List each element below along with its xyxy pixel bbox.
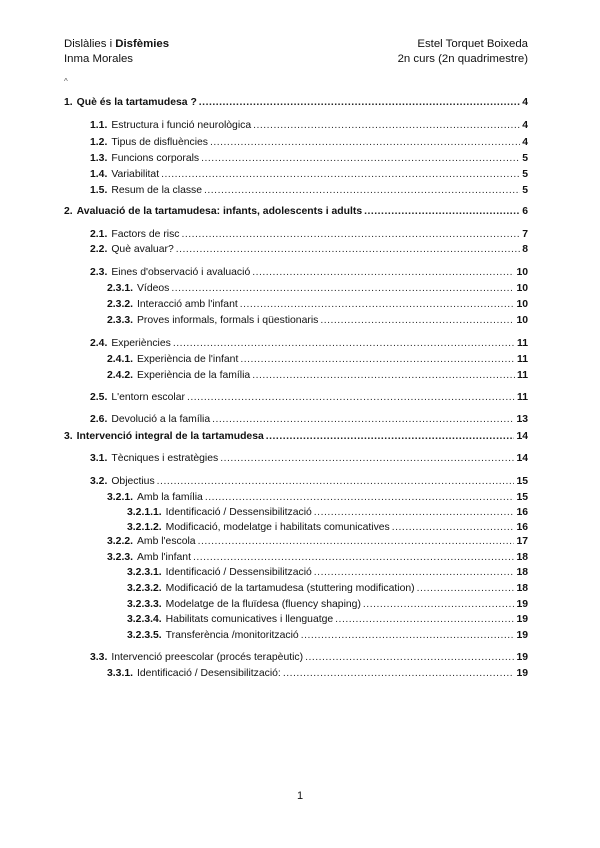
toc-entry[interactable]: 2.2. Què avaluar? ..... 8 [90, 243, 528, 257]
toc-entry[interactable]: 3. Intervenció integral de la tartamudesa ..... 14 [64, 430, 528, 444]
toc-entry[interactable]: 2.6. Devolució a la família ..... 13 [90, 413, 528, 427]
toc-entry[interactable]: 2.1. Factors de risc ..... 7 [90, 228, 528, 242]
toc-entry[interactable]: 2.4.1. Experiència de l'infant ..... 11 [107, 353, 528, 367]
toc-entry[interactable]: 3.1. Tècniques i estratègies ..... 14 [90, 452, 528, 466]
toc-entry[interactable]: 3.2. Objectius ..... 15 [90, 475, 528, 489]
toc-entry[interactable]: 3.2.3.2. Modificació de la tartamudesa (stuttering modification) ..... 18 [127, 582, 528, 596]
toc-entry[interactable]: 3.2.3.5. Transferència /monitorització ..... 19 [127, 629, 528, 643]
toc-entry[interactable]: 3.3.1. Identificació / Desensibilització: ..... 19 [107, 667, 528, 681]
toc-entry[interactable]: 1.2. Tipus de disfluències ..... 4 [90, 136, 528, 150]
toc-entry[interactable]: 2.4. Experiències ..... 11 [90, 337, 528, 351]
course-term: 2n curs (2n quadrimestre) [397, 53, 528, 65]
toc-entry[interactable]: 2.3.3. Proves informals, formals i qüestionaris ..... 10 [107, 314, 528, 328]
toc-entry[interactable]: 2.3. Eines d'observació i avaluació ..... 10 [90, 266, 528, 280]
toc-entry[interactable]: 1.3. Funcions corporals ..... 5 [90, 152, 528, 166]
course-title: Dislàlies i Disfèmies [64, 38, 170, 50]
toc-entry[interactable]: 2.5. L'entorn escolar ..... 11 [90, 391, 528, 405]
author-name: Estel Torquet Boixeda [417, 38, 528, 50]
toc-entry[interactable]: 2.4.2. Experiència de la família ..... 11 [107, 369, 528, 383]
toc-entry[interactable]: 3.2.2. Amb l'escola ..... 17 [107, 535, 528, 549]
tick-mark: ^ [64, 77, 68, 86]
toc-entry[interactable]: 3.2.1.2. Modificació, modelatge i habilitats comunicatives ..... 16 [127, 521, 528, 535]
toc-entry[interactable]: 1. Què és la tartamudesa ? ..... 4 [64, 96, 528, 110]
toc-entry[interactable]: 3.2.1. Amb la família ..... 15 [107, 491, 528, 505]
toc-entry[interactable]: 1.5. Resum de la classe ..... 5 [90, 184, 528, 198]
toc-entry[interactable]: 3.3. Intervenció preescolar (procés terapèutic) ..... 19 [90, 651, 528, 665]
toc-entry[interactable]: 1.1. Estructura i funció neurològica ..... 4 [90, 119, 528, 133]
toc-entry[interactable]: 1.4. Variabilitat ..... 5 [90, 168, 528, 182]
toc-entry[interactable]: 3.2.3.3. Modelatge de la fluïdesa (fluency shaping) ..... 19 [127, 598, 528, 612]
toc-entry[interactable]: 2.3.1. Vídeos ..... 10 [107, 282, 528, 296]
toc-entry[interactable]: 3.2.3.4. Habilitats comunicatives i llenguatge ..... 19 [127, 613, 528, 627]
toc-entry[interactable]: 3.2.3.1. Identificació / Dessensibilització ..... 18 [127, 566, 528, 580]
teacher-name: Inma Morales [64, 53, 134, 65]
page-number: 1 [296, 790, 304, 802]
toc-entry[interactable]: 2. Avaluació de la tartamudesa: infants, adolescents i adults ..... 6 [64, 205, 528, 219]
toc-entry[interactable]: 2.3.2. Interacció amb l'infant ..... 10 [107, 298, 528, 312]
toc-entry[interactable]: 3.2.3. Amb l'infant ..... 18 [107, 551, 528, 565]
toc-entry[interactable]: 3.2.1.1. Identificació / Dessensibilització ..... 16 [127, 506, 528, 520]
